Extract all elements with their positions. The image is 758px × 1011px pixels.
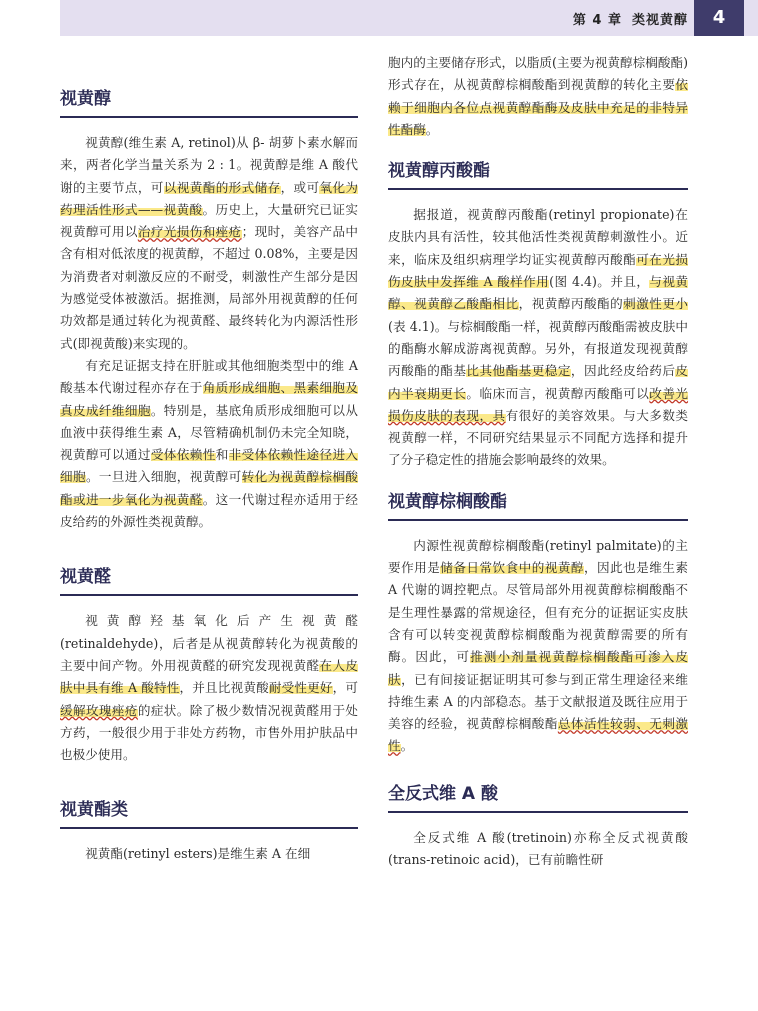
highlight: 与视黄醇、视黄醇乙酸酯相比 — [388, 274, 689, 312]
highlight: 刺激性更小 — [623, 296, 689, 312]
highlight: 依赖于细胞内各位点视黄醇酯酶及皮肤中充足的非特异性酯酶 — [388, 77, 688, 137]
highlight: 改善光损伤皮肤的表现，具 — [388, 385, 689, 423]
highlight: 以视黄酯的形式储存 — [163, 179, 281, 195]
highlight: 比其他酯基更稳定 — [466, 363, 571, 379]
highlight: 受体依赖性 — [150, 447, 216, 463]
highlight: 推测小剂量视黄醇棕榈酸酯可渗入皮肤 — [388, 649, 689, 687]
paragraph-retinal-1: 视黄醇羟基氧化后产生视黄醛(retinaldehyde)，后者是从视黄醇转化为视黄酸的主要中间产物。外用视黄醛的研究发现视黄醛在人皮肤中具有维 A 酸特性，并且比视黄酸耐受性更好，可缓解玫瑰痤疮的症状。除了极少数情况视黄醛用于处方药，一般很少用于非处方药物，市售外用护肤品中也极少使用。 — [60, 613, 359, 763]
heading-retinol: 视黄醇 — [60, 87, 358, 118]
heading-retinyl-esters: 视黄酯类 — [60, 798, 358, 829]
highlight: 缓解玫瑰痤疮 — [60, 702, 138, 718]
paragraph-retinyl-esters-1: 视黄酯(retinyl esters)是维生素 A 在细 — [85, 846, 311, 862]
section-label: 类视黄醇 — [631, 13, 688, 28]
heading-tretinoin: 全反式维 A 酸 — [388, 782, 688, 813]
highlight: 治疗光损伤和痤疮 — [137, 224, 242, 240]
paragraph-retinyl-propionate-1: 据报道，视黄醇丙酸酯(retinyl propionate)在皮肤内具有活性，较其他活性类视黄醇刺激性小。近来，临床及组织病理学均证实视黄醇丙酸酯可在光损伤皮肤中发挥维 A 酸样作用(图 4.4)。并且，与视黄醇、视黄醇乙酸酯相比，视黄醇丙酸酯的刺激性更小(表 4.1)。与棕榈酸酯一样，视黄醇丙酸酯需被皮肤中的酯酶水解成游离视黄醇。另外，有报道发现视黄醇丙酸酯的酯基比其他酯基更稳定，因此经皮给药后皮内半衰期更长。临床而言，视黄醇丙酸酯可以改善光损伤皮肤的表现，具有很好的美容效果。与大多数类视黄醇一样，不同研究结果显示不同配方选择和提升了分子稳定性的措施会影响最终的效果。 — [388, 207, 689, 468]
page-number: 4 — [694, 0, 744, 36]
paragraph-continuation: 胞内的主要储存形式，以脂质(主要为视黄醇棕榈酸酯)形式存在，从视黄醇棕榈酸酯到视黄醇的转化主要依赖于细胞内各位点视黄醇酯酶及皮肤中充足的非特异性酯酶。 — [388, 55, 688, 137]
highlight: 储备日常饮食中的视黄醇 — [440, 560, 584, 576]
paragraph-retinol-1: 视黄醇(维生素 A, retinol)从 β- 胡萝卜素水解而来，两者化学当量关系为 2 : 1。视黄醇是维 A 酸代谢的主要节点，可以视黄酯的形式储存，或可氧化为药理活性形式——视黄酸。历史上，大量研究已证实视黄醇可用以治疗光损伤和痤疮；现时，美容产品中含有相对低浓度的视黄醇，不超过 0.08%，主要是因为消费者对刺激反应的不耐受，刺激性产生部分是因为感觉受体被激活。据推测，局部外用视黄醇的任何功效都是通过转化为视黄醛、最终转化为内源活性形式(即视黄酸)来实现的。 — [60, 135, 359, 351]
highlight: 总体活性较弱、无刺激性 — [388, 716, 689, 754]
chapter-label: 第 4 章 — [572, 13, 622, 28]
highlight: 可在光损伤皮肤中发挥维 A 酸样作用 — [388, 251, 689, 290]
highlight: 皮内半衰期更长 — [388, 363, 689, 401]
paragraph-tretinoin-1: 全反式维 A 酸(tretinoin)亦称全反式视黄酸(trans-retinoic acid)，已有前瞻性研 — [388, 829, 688, 868]
heading-retinyl-propionate: 视黄醇丙酸酯 — [388, 159, 688, 190]
highlight: 耐受性更好 — [268, 680, 333, 696]
running-header — [563, 9, 688, 28]
highlight: 非受体依赖性途径进入细胞 — [60, 447, 359, 485]
highlight: 氧化为药理活性形式——视黄酸 — [60, 179, 359, 217]
highlight: 在人皮肤中具有维 A 酸特性 — [60, 657, 359, 696]
paragraph-retinol-2: 有充足证据支持在肝脏或其他细胞类型中的维 A 酸基本代谢过程亦存在于角质形成细胞、黑素细胞及真皮成纤维细胞。特别是，基底角质形成细胞可以从血液中获得维生素 A，尽管精确机制仍未完全知晓，视黄醇可以通过受体依赖性和非受体依赖性途径进入细胞。一旦进入细胞，视黄醇可转化为视黄醇棕榈酸酯或进一步氧化为视黄醛。这一代谢过程亦适用于经皮给药的外源性类视黄醇。 — [60, 357, 359, 530]
right-column — [388, 52, 688, 871]
left-column — [60, 52, 358, 866]
highlight: 转化为视黄醇棕榈酸酯或进一步氧化为视黄醛 — [60, 469, 359, 507]
heading-retinyl-palmitate: 视黄醇棕榈酸酯 — [388, 490, 688, 521]
highlight: 角质形成细胞、黑素细胞及真皮成纤维细胞 — [60, 380, 359, 418]
heading-retinal: 视黄醛 — [60, 565, 358, 596]
paragraph-retinyl-palmitate-1: 内源性视黄醇棕榈酸酯(retinyl palmitate)的主要作用是储备日常饮食中的视黄醇，因此也是维生素 A 代谢的调控靶点。尽管局部外用视黄醇棕榈酸酯不是生理性暴露的常规途径，但有充分的证据证实皮肤含有可以转变视黄醇棕榈酸酯为视黄醇需要的所有酶。因此，可推测小剂量视黄醇棕榈酸酯可渗入皮肤，已有间接证据证明其可参与到正常生理途径来维持维生素 A 的内部稳态。基于文献报道及既往应用于美容的经验，视黄醇棕榈酸酯总体活性较弱、无刺激性。 — [388, 537, 689, 754]
